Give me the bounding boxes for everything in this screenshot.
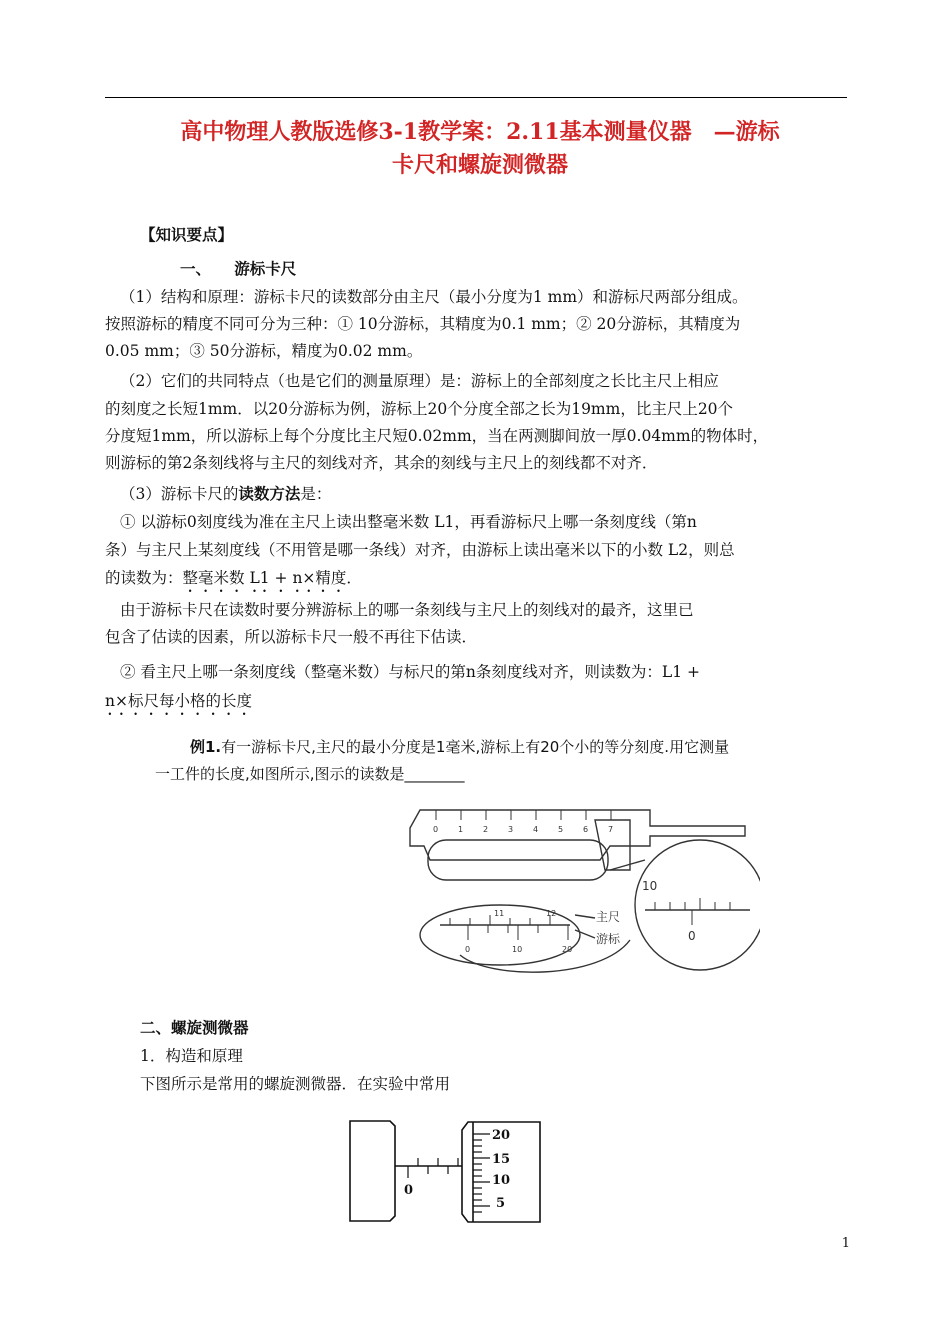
caliper-main-body xyxy=(410,810,745,860)
part2-text: 下图所示是常用的螺旋测微器．在实验中常用 xyxy=(140,1075,451,1093)
p5-line-2: 包含了估读的因素，所以游标卡尺一般不再往下估读． xyxy=(105,628,478,646)
main-scale-label-7: 7 xyxy=(608,825,614,834)
thimble-label-10: 10 xyxy=(492,1173,511,1188)
micrometer-figure xyxy=(340,1118,550,1226)
part1-heading: 一、 游标卡尺 xyxy=(180,259,297,278)
p2-line-2: 的刻度之长短1mm．以20分游标为例，游标上20个分度全部之长为19mm，比主尺上20个 xyxy=(105,400,734,418)
p3-prefix: （3）游标卡尺的 xyxy=(120,485,239,503)
example-line-2: 一工件的长度,如图所示,图示的读数是________ xyxy=(155,765,465,783)
thimble-label-5: 5 xyxy=(496,1196,506,1211)
title-line-2: 卡尺和螺旋测微器 xyxy=(391,152,568,178)
p1-line-3: 0.05 mm；③ 50分游标，精度为0.02 mm。 xyxy=(105,342,423,360)
p6-line-1: ② 看主尺上哪一条刻度线（整毫米数）与标尺的第n条刻度线对齐，则读数为：L1 + xyxy=(120,663,700,681)
title-line-1: 高中物理人教版选修3-1教学案：2.11基本测量仪器 —游标 xyxy=(180,119,780,145)
label-main-scale: 主尺 xyxy=(596,910,621,924)
main-scale-label-2: 2 xyxy=(483,825,489,834)
leader-line xyxy=(610,860,645,870)
main-scale-label-4: 4 xyxy=(533,825,539,834)
main-scale-label-0: 0 xyxy=(433,825,439,834)
label-leader-vernier xyxy=(575,930,595,938)
zoom-circle xyxy=(635,840,760,970)
circle-label-0: 0 xyxy=(688,929,696,943)
p4-line-3 xyxy=(105,565,850,596)
p2-line-4: 则游标的第2条刻线将与主尺的刻线对齐，其余的刻线与主尺上的刻线都不对齐． xyxy=(105,454,658,472)
p3-line xyxy=(120,481,865,507)
p2-line-3: 分度短1mm，所以游标上每个分度比主尺短0.02mm，当在两测脚间放一厚0.04mm的物体时， xyxy=(105,427,769,445)
p4-last-text: 的读数为： xyxy=(105,569,183,587)
page-number: 1 xyxy=(841,1236,850,1251)
p1-line-2: 按照游标的精度不同可分为三种：① 10分游标，其精度为0.1 mm；② 20分游标，其精度为 xyxy=(105,315,741,333)
reading-formula: 整毫米数 L1 + n×精度． xyxy=(182,569,362,587)
example-label: 例1. xyxy=(190,738,222,756)
zoom-vernier-label-0: 0 xyxy=(465,945,471,954)
circle-label-10: 10 xyxy=(642,879,658,893)
main-scale-label-6: 6 xyxy=(583,825,589,834)
micrometer-anvil xyxy=(350,1121,395,1221)
thimble-label-15: 15 xyxy=(492,1152,511,1167)
main-scale-label-1: 1 xyxy=(458,825,464,834)
zoom-main-label-11: 11 xyxy=(494,909,505,918)
example-text-1: 有一游标卡尺,主尺的最小分度是1毫米,游标上有20个小的等分刻度.用它测量 xyxy=(221,738,730,756)
p6-line-2: n×标尺每小格的长度 xyxy=(105,692,252,710)
header-rule xyxy=(105,97,847,98)
zoom-main-label-12: 12 xyxy=(546,909,557,918)
p5-line-1: 由于游标卡尺在读数时要分辨游标上的哪一条刻线与主尺上的刻线对的最齐，这里已 xyxy=(120,601,694,619)
section-heading: 【知识要点】 xyxy=(140,225,234,244)
main-scale-label-3: 3 xyxy=(508,825,514,834)
p4-line-2: 条）与主尺上某刻度线（不用管是哪一条线）对齐，由游标上读出毫米以下的小数 L2，则总 xyxy=(105,541,735,559)
part2-heading: 二、螺旋测微器 xyxy=(140,1018,249,1037)
label-leader-main xyxy=(575,915,595,918)
p3-bold: 读数方法 xyxy=(238,484,301,503)
zoom-vernier-label-20: 20 xyxy=(562,945,573,954)
part2-sub: 1．构造和原理 xyxy=(140,1047,243,1065)
example-line-1 xyxy=(190,736,729,757)
p1-line-1: （1）结构和原理：游标卡尺的读数部分由主尺（最小分度为1 mm）和游标尺两部分组成。 xyxy=(120,288,748,306)
p3-suffix: 是： xyxy=(300,485,332,503)
zoom-vernier-label-10: 10 xyxy=(512,945,523,954)
p2-line-1: （2）它们的共同特点（也是它们的测量原理）是：游标上的全部刻度之长比主尺上相应 xyxy=(120,372,719,390)
label-vernier: 游标 xyxy=(596,932,621,946)
thimble-label-20: 20 xyxy=(492,1128,511,1143)
vernier-caliper-figure xyxy=(400,790,760,990)
main-scale-label-5: 5 xyxy=(558,825,564,834)
p4-line-1: ① 以游标0刻度线为准在主尺上读出整毫米数 L1，再看游标尺上哪一条刻度线（第n xyxy=(120,513,697,531)
sleeve-label-0: 0 xyxy=(404,1183,414,1198)
